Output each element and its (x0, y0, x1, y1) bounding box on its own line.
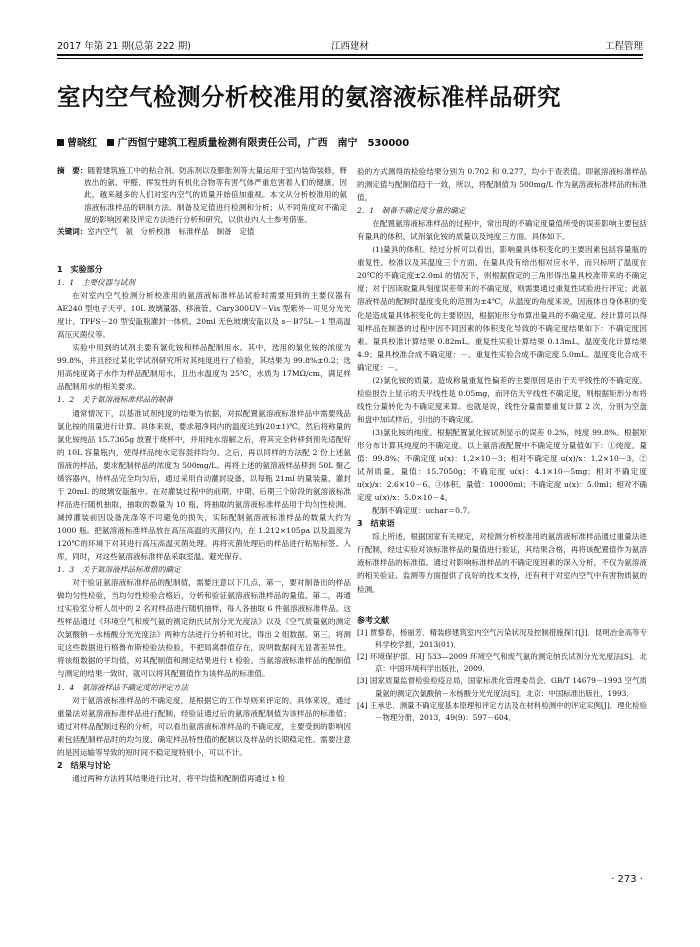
paragraph: 在配置氨溶液标准样品的过程中，常出现的不确定度量值所受的误差影响主要包括有量具的体积、试剂氯化铵的质量以及纯度三方面。具体如下。 (357, 219, 647, 242)
paragraph: (1)量具的体积。经过分析可以看出，影响量具体积变化的主要因素包括容量瓶的重复性、校准以及其温度三个方面。在量具没有给出相对应水平，而只标明了温度在 20℃的不确定度±2.0ml 的情况下，则根据假定的三角形得出量具校准带来的不确定度；对于因读取量具刻度误差带来的不确定度，则需要通过重复性试验进行评定；此氨溶液样品的配制时温度变化的范围为±4℃，从温度的角度来说，因液体自身体积的变化是造成量具体积变化的主要原因，根据矩形分布算出量具的不确定度。经计算可以得知样品在制备的过程中因不同因素的体积变化导致的不确定度结果如下：不确定度因素。量具校准计算结果 0.82mL。重复性实验计算结果 0.13mL。温度变化计算结果 4.9；量具校准合成不确定度：－。重复性实验合成不确定度 5.0mL。温度变化合成不确定度：－。 (357, 245, 647, 372)
keywords (57, 226, 347, 238)
abstract-label: 摘 要： (57, 166, 88, 175)
abstract-text: 随着建筑施工中的粘合剂、防冻剂以及膨胀剂等大量运用于室内装饰装修，释放出的氨、甲醛、挥发性的有机化合物等有害气体严重危害着人们的健康。因此，越来越多的人们对室内空气的质量开始倍加重视。本文从分析校准用的氨溶液标准样品的研制方法、制备及定值进行检测和分析；从不同角度对不确定度的影响因素及评定方法进行分析和研究，以供业内人士参考借鉴。 (84, 166, 347, 224)
reference-item: [2] 环境保护部．HJ 533—2009 环境空气和废气氨的测定纳氏试剂分光光度法[S]．北京：中国环境科学出版社，2009． (357, 652, 647, 674)
reference-item: [3] 国家质量监督检验检疫总局，国家标准化管理委员会．GB/T 14679－1993 空气质量氨的测定次氯酸钠－水杨酸分光光度法[S]．北京：中国标准出版社，1993． (357, 676, 647, 698)
author-affiliation: 广西恒宁建筑工程质量检测有限责任公司，广西 南宁 530000 (117, 138, 410, 149)
subsection-heading: 1．2 关于氨溶液标准样品的制备 (57, 395, 173, 405)
paragraph: (2)氯化铵的质量。造成称量重复性偏差的主要原因是由于天平线性的不确定度。检验报告上显示的天平线性是 0.05mg，而评估天平线性不确定度，则根据矩形分布将线性分量转化为不确定度来算。也就是说，线性分量需要重复计算 2 次，分别为空盘和盘中加试样后，引出的不确定度。 (357, 375, 647, 424)
left-column (57, 263, 351, 785)
subsection-heading: 1．1 主要仪器与试剂 (57, 278, 136, 288)
subsection-heading: 1．4 氨溶液样品不确定度的评定方法 (57, 682, 189, 692)
section-name: 工程管理 (604, 41, 643, 52)
reference-item: [4] 王承忠．测量不确定度基本原理和评定方法及在材料检测中的评定实例[J]．理化检验－物理分册，2013，49(9)：597－604． (357, 700, 647, 723)
paragraph: 对于氨溶液标准样品的不确定度，是根据它的工作导则来评定的。具体来说，通过重量法对氨溶液标准样品进行配制，经验证通过后的氨溶液配制值为该样品的标准值；通过对样品配制过程的分析，可以看出氨溶液标准样品的不确定度，主要受到的影响因素包括配制样品时的均匀度、确定样品特性值的配制以及样品的长期稳定性。需要注意的是因运输等导致的短时间不稳定度特别小，可以不计。 (57, 695, 351, 757)
keywords-text: 室内空气 氨 分析校准 标准样品 制备 定值 (87, 227, 255, 237)
keywords-label: 关键词： (57, 227, 88, 237)
paragraph: 实验中用到的试剂主要有氯化铵和样品配制用水。其中，选用的氯化铵的浓度为 99.8%，并且经过某化学试剂研究所对其纯度进行了检验，其结果为 99.8%±0.2；选用高纯度离子水作为样品配制用水，且出水温度为 25℃，水质为 17MΩ/cm，满足样品配制用水的相关要求。 (57, 343, 351, 392)
section-heading: 2 结果与讨论 (57, 760, 111, 770)
subsection-heading: 2．1 制备不确定度分量的确定 (357, 206, 466, 216)
author-names: 曾晓红 (67, 138, 97, 149)
paragraph: 综上所述，根据国家有关规定，对检测分析校准用的氨溶液标准样品通过重量法进行配制，经过实验对该标准样品的量值进行验证，其结果合格，再将该配置值作为氨溶液标准样品的标准值。通过对影响标准样品的不确定度因素的深入分析，不仅为氨溶液的相关验证、监测等方面提供了良好的技术支持，还有利于对室内空气中有害物质氨的检测。 (357, 532, 647, 594)
issue-info: 2017 年第 21 期(总第 222 期) (57, 41, 191, 52)
paragraph: (3)氯化铵的纯度。根据配置氯化铵试剂显示的误差 0.2%，纯度 99.8%。根据矩形分布计算其纯度的不确定度。以上氨溶液配置中不确定度分量值如下：①纯度。量值：99.8%；不确定度 u(x)：1.2×10－3；相对不确定度 u(x)/x：1.2×10－3。②试剂质量。量值：15.7050g；不确定度 u(x)：4.1×10－5mg；相对不确定度 u(x)/x：2.6×10－6。③体积。量值：10000ml；不确定度 u(x)：5.0ml；相对不确定度 u(x)/x：5.0×10－4。 (357, 427, 647, 503)
paragraph: 对于验证氨溶液标准样品的配制值，需要注意以下几点，第一，要对制备出的样品做均匀性检验，当均匀性检验合格后，分析和验证氨溶液标准样品的量值。第二，再通过实验室分析人员中的 2 名对样品进行随机抽样，每人各抽取 6 件氨溶液标准样品。这些样品通过《环境空气和废气氨的测定纳氏试剂分光光度法》以及《空气质量氨的测定次氯酸钠－水杨酸分光光度法》两种方法进行分析和对比，得出 2 组数据。第三，将测定这些数据进行格鲁布斯检验法检验，不把局离群值存在，说明数据间无显著差异性。将该组数据的平均值，对其配制值和测定结果进行 t 检验。当氨溶液标准样品的配制值与测定的结果一致时，就可以将其配置值作为该样品的标准值。 (57, 578, 351, 679)
header-rule (57, 54, 643, 56)
reference-item: [1] 贾黎春，杨丽芳．精装修建筑室内空气污染状况及控制措施探讨[J]．昆明冶金高等专科学校学报，2013(01)． (357, 627, 647, 649)
subsection-heading: 1．3 关于氨溶液样品标准值的确定 (57, 565, 181, 575)
paragraph: 通过两种方法将其结果进行比对，将平均值和配制值再通过 t 检 (72, 773, 286, 783)
bullet-square-icon (107, 139, 114, 146)
section-heading: 3 结束语 (357, 519, 395, 529)
abstract (57, 165, 347, 226)
bullet-square-icon (57, 139, 64, 146)
header-rule-thin (57, 58, 643, 59)
running-header (57, 38, 643, 52)
right-column (357, 165, 647, 724)
abstract-block (57, 165, 347, 238)
section-heading: 1 实验部分 (57, 265, 103, 274)
paragraph: 通常情况下，以基准试剂纯度的结果为依据，对拟配置氨溶液标准样品中需要残品氯化铵的用量进行计算。具体来说，要求超净间内的温度达到(20±1)℃，然后将称量的氯化铵纯品 15.7365g 放置于烧杯中，并用纯水溶解之后，将其完全转移到预先适配好的 10L 容量瓶内，使得样品纯水定容混拌均匀。之后，再以同样的方法配 2 份上述氨溶液的样品，要求配制样品的浓度为 500mg/L。再将上述的氨溶液样品移到 50L 聚乙烯容器内，待样品完全均匀后，通过采用自动灌封设备，以每瓶 21ml 的量装量，灌封于 20mL 的玻璃安瓿瓶中。在对灌装过程中的前期、中期、后期三个阶段的氨溶液标准样品进行随机抽取，抽取的数量为 10 瓶，将抽取的氨溶液标准样品用于均匀性检测。减掉灌装前因设备洗涤等不可避免的损失，实际配制氨溶液标准样品的数量大约为 1000 瓶。把氨溶液标准样品放在高压高温的灭菌仪内，在 1.212×105pa 以及温度为 120℃的环境下对其进行高压高温灭菌处理。再将灭菌处理后的样品进行粘贴标签、入库，同时，对这些氨溶液标准样品采取室温、避光保存。 (57, 408, 351, 562)
paragraph: 配制不确定度：uchar＝0.7。 (372, 506, 475, 516)
paragraph: 验的方式测得的检验结果分别为 0.702 和 0.277，均小于查表值。即氨溶液标准样品的测定值与配制值趋于一致，所以，将配制值为 500mg/L 作为氨溶液标准样品的标准值。 (357, 167, 647, 203)
journal-name: 江西建材 (330, 41, 369, 52)
references-heading: 参考文献 (357, 615, 389, 625)
author-line (57, 134, 409, 149)
paragraph: 在对室内空气检测分析校准用的氨溶液标准样品试验时需要用到的主要仪器有 AE240 型电子天平、10L 玻璃量器、移液管、Cary300UV－Vis 型紫外－可见分光光度计、TPFS－20 型安瓿瓶灌封一体机、20ml 无色玻璃安瓿以及 s－B75L－1 型高温高压灭菌仪等。 (57, 291, 351, 340)
paper-title: 室内空气检测分析校准用的氨溶液标准样品研究 (57, 83, 561, 111)
page-number: · 273 · (611, 874, 643, 885)
